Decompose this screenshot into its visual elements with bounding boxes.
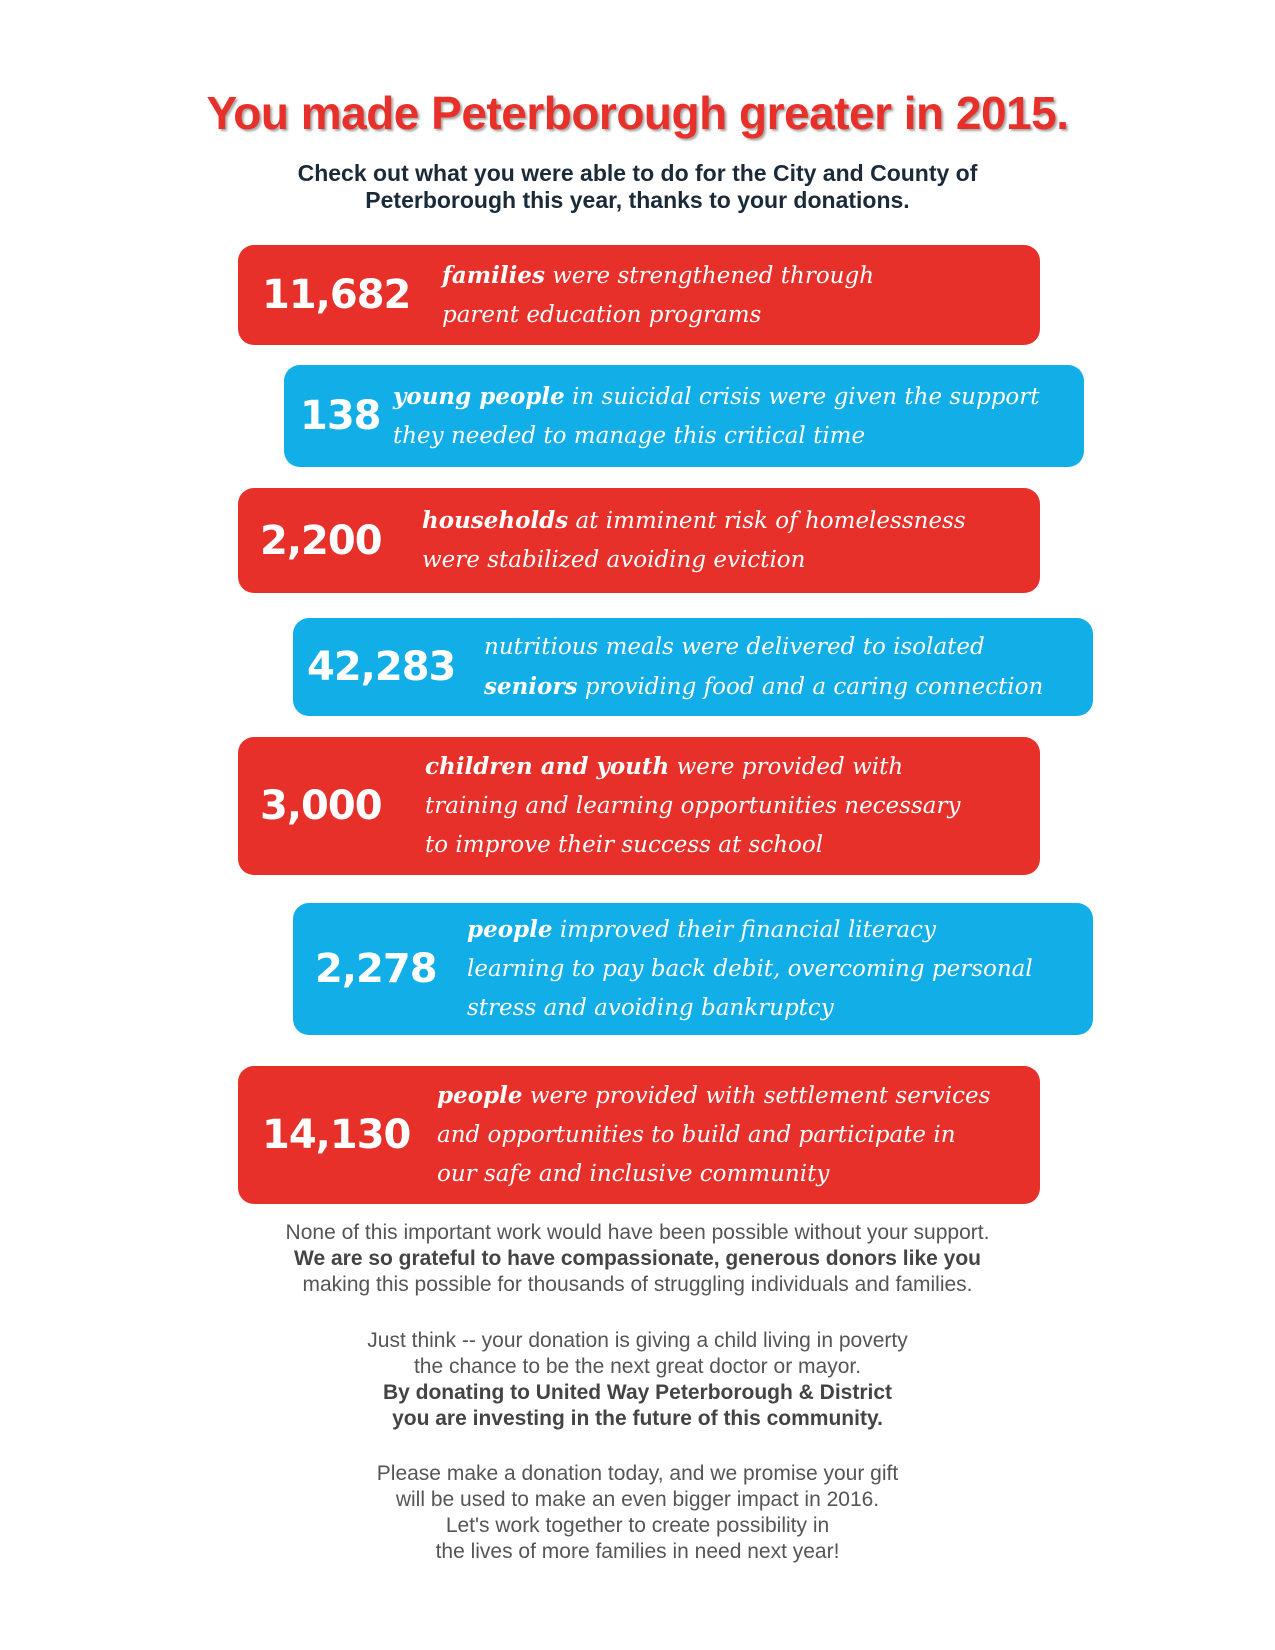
subtitle-line: Peterborough this year, thanks to your donations. — [365, 187, 910, 213]
stat-text: and opportunities to build and participate in — [437, 1122, 956, 1148]
stat-text: at imminent risk of homelessness — [575, 508, 966, 534]
closing-line: the lives of more families in need next year! — [435, 1540, 840, 1563]
page-subtitle — [0, 160, 1275, 214]
stat-highlight: families — [442, 261, 545, 289]
closing-line: Please make a donation today, and we promise your gift — [376, 1462, 899, 1485]
stat-highlight: households — [422, 507, 569, 534]
stat-highlight: children and youth — [425, 753, 670, 780]
stat-text: were stabilized avoiding eviction — [422, 547, 806, 573]
closing-paragraph-3 — [0, 1461, 1275, 1565]
stat-description — [484, 628, 1043, 707]
stat-box-young-people — [284, 365, 1084, 467]
page-title: You made Peterborough greater in 2015. — [206, 87, 1069, 139]
stat-number: 11,682 — [262, 272, 411, 318]
stat-number: 14,130 — [262, 1112, 411, 1158]
closing-line-bold: you are investing in the future of this community. — [392, 1407, 883, 1430]
stat-box-settlement — [238, 1066, 1040, 1204]
stat-text: were provided with — [676, 754, 904, 780]
closing-line: will be used to make an even bigger impact in 2016. — [395, 1488, 880, 1511]
closing-line-bold: We are so grateful to have compassionate, generous donors like you — [294, 1247, 981, 1270]
stat-number: 42,283 — [307, 644, 456, 690]
stat-description — [442, 256, 874, 335]
stat-text: improved their financial literacy — [559, 917, 936, 943]
stat-text: nutritious meals were delivered to isolated — [484, 633, 985, 660]
stat-text: they needed to manage this critical time — [393, 422, 866, 449]
stat-highlight: people — [437, 1082, 523, 1109]
stat-box-seniors — [293, 618, 1093, 716]
stat-number: 2,200 — [260, 517, 382, 564]
stat-box-financial-literacy — [293, 903, 1093, 1035]
closing-paragraph-2 — [0, 1328, 1275, 1432]
stat-description — [393, 377, 1040, 456]
stat-description — [467, 910, 1033, 1028]
stat-text: training and learning opportunities necessary — [425, 793, 961, 819]
closing-line: the chance to be the next great doctor or mayor. — [413, 1355, 862, 1378]
subtitle-line: Check out what you were able to do for the City and County of — [297, 160, 978, 186]
stat-number: 138 — [300, 393, 381, 439]
stat-box-households — [238, 488, 1040, 593]
stat-highlight: seniors — [484, 672, 578, 700]
stat-box-families — [238, 245, 1040, 345]
closing-line: making this possible for thousands of struggling individuals and families. — [302, 1273, 973, 1296]
stat-text: were provided with settlement services — [529, 1083, 991, 1109]
closing-line-bold: By donating to United Way Peterborough & District — [382, 1381, 893, 1404]
stat-description — [425, 747, 960, 865]
stat-text: were strengthened through — [552, 262, 875, 289]
stat-text: in suicidal crisis were given the support — [572, 383, 1040, 410]
closing-line: Let's work together to create possibility in — [445, 1514, 830, 1537]
stat-text: our safe and inclusive community — [437, 1161, 830, 1187]
stat-highlight: young people — [393, 382, 565, 410]
stat-text: providing food and a caring connection — [584, 673, 1044, 700]
closing-line: None of this important work would have been possible without your support. — [285, 1221, 990, 1244]
stat-number: 2,278 — [315, 946, 437, 992]
stat-description — [437, 1076, 990, 1194]
stat-box-children-youth — [238, 737, 1040, 875]
stat-text: parent education programs — [442, 301, 762, 328]
stat-highlight: people — [467, 916, 553, 943]
stat-text: to improve their success at school — [425, 832, 824, 858]
stat-description — [422, 501, 966, 580]
closing-paragraph-1 — [0, 1220, 1275, 1298]
stat-text: learning to pay back debit, overcoming personal — [467, 956, 1033, 982]
stat-number: 3,000 — [260, 783, 382, 829]
stat-text: stress and avoiding bankruptcy — [467, 995, 834, 1021]
closing-line: Just think -- your donation is giving a child living in poverty — [367, 1329, 908, 1352]
